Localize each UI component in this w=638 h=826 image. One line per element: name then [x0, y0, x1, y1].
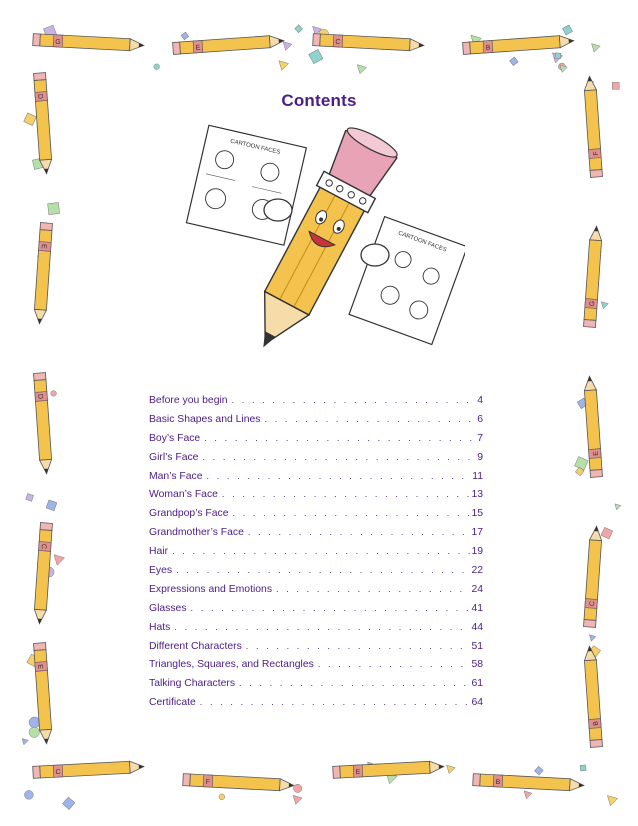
table-of-contents	[149, 395, 483, 716]
confetti-shape	[279, 61, 289, 71]
confetti-shape	[62, 797, 74, 809]
confetti-shape	[29, 717, 40, 728]
left-cartoon-faces-sheet	[186, 125, 306, 245]
border-pencil-label: E	[39, 243, 48, 249]
toc-entry-page: 15	[471, 508, 483, 520]
confetti-shape	[219, 794, 225, 800]
border-pencil	[583, 646, 602, 748]
toc-entry[interactable]	[149, 584, 483, 603]
border-pencil-label: B	[485, 44, 491, 52]
toc-leader-dots	[233, 508, 471, 518]
border-pencil-label: D	[35, 393, 44, 400]
confetti-shape	[48, 203, 60, 215]
toc-leader-dots	[239, 678, 470, 688]
toc-entry[interactable]	[149, 565, 483, 584]
toc-entry[interactable]	[149, 659, 483, 678]
confetti-shape	[555, 53, 561, 59]
border-pencil-label: G	[588, 300, 597, 307]
confetti-shape	[295, 25, 303, 33]
toc-entry-page: 24	[471, 583, 483, 595]
border-pencil	[584, 526, 603, 628]
border-pencil	[313, 34, 424, 52]
toc-leader-dots	[207, 471, 472, 481]
border-pencil-label: E	[195, 44, 201, 52]
toc-leader-dots	[318, 659, 471, 669]
confetti-shape	[447, 765, 456, 774]
confetti-shape	[283, 42, 292, 51]
confetti-shape	[592, 44, 601, 53]
border-pencil	[173, 35, 285, 55]
confetti-shape	[534, 766, 543, 775]
border-pencil-label: C	[39, 543, 48, 550]
confetti-shape	[563, 25, 573, 35]
border-pencil-label: B	[495, 778, 501, 787]
toc-entry-title: Grandmother’s Face	[149, 527, 244, 539]
toc-entry-page: 64	[471, 697, 483, 709]
toc-entry-title: Hats	[149, 621, 171, 633]
toc-entry[interactable]	[149, 641, 483, 660]
confetti-shape	[51, 391, 57, 397]
confetti-shape	[589, 635, 595, 641]
toc-entry-page: 17	[471, 527, 483, 539]
toc-leader-dots	[200, 697, 471, 707]
border-pencil	[584, 226, 603, 328]
confetti-shape	[181, 32, 189, 40]
toc-leader-dots	[174, 622, 470, 632]
toc-entry-title: Man’s Face	[149, 470, 203, 482]
toc-entry[interactable]	[149, 678, 483, 697]
confetti-shape	[510, 57, 519, 66]
toc-entry-title: Eyes	[149, 565, 173, 577]
toc-leader-dots	[176, 565, 470, 575]
confetti-shape	[309, 49, 323, 63]
confetti-shape	[615, 504, 621, 510]
toc-entry[interactable]	[149, 546, 483, 565]
confetti-shape	[54, 555, 65, 566]
toc-entry-title: Basic Shapes and Lines	[149, 413, 261, 425]
toc-entry-page: 61	[471, 678, 483, 690]
toc-entry-page: 11	[472, 470, 483, 482]
toc-entry-title: Hair	[149, 546, 169, 558]
toc-entry[interactable]	[149, 471, 483, 490]
border-pencil-label: C	[335, 38, 341, 47]
toc-entry[interactable]	[149, 603, 483, 622]
toc-entry[interactable]	[149, 414, 483, 433]
toc-entry[interactable]	[149, 508, 483, 527]
confetti-shape	[24, 113, 37, 126]
toc-entry-page: 44	[471, 621, 483, 633]
toc-entry-page: 58	[471, 659, 483, 671]
toc-entry-page: 9	[477, 451, 483, 463]
pencil-mascot-illustration	[175, 118, 465, 378]
toc-entry-title: Before you begin	[149, 395, 228, 406]
confetti-shape	[612, 82, 619, 89]
toc-entry-page: 13	[471, 489, 483, 501]
toc-leader-dots	[172, 546, 470, 556]
border-pencil	[33, 761, 144, 779]
toc-entry[interactable]	[149, 433, 483, 452]
border-pencil	[183, 774, 294, 792]
toc-leader-dots	[265, 414, 477, 424]
confetti-shape	[29, 727, 39, 737]
confetti-shape	[46, 500, 57, 511]
toc-entry[interactable]	[149, 622, 483, 641]
confetti-shape	[607, 795, 617, 805]
toc-leader-dots	[232, 395, 477, 405]
confetti-shape	[357, 65, 366, 74]
confetti-shape	[24, 790, 33, 799]
confetti-shape	[575, 457, 589, 471]
border-pencil	[473, 774, 584, 792]
border-pencil-label: E	[592, 450, 600, 457]
toc-entry-page: 41	[471, 602, 483, 614]
toc-entry[interactable]	[149, 489, 483, 508]
confetti-shape	[560, 65, 567, 72]
right-sheet-heading: CARTOON FACES	[397, 230, 448, 254]
toc-entry-page: 7	[477, 432, 483, 444]
toc-leader-dots	[276, 584, 470, 594]
toc-entry-title: Triangles, Squares, and Rectangles	[149, 659, 314, 671]
confetti-shape	[524, 791, 532, 799]
toc-entry-title: Certificate	[149, 697, 196, 709]
toc-entry-title: Different Characters	[149, 640, 242, 652]
confetti-shape	[601, 527, 613, 539]
border-pencil-label: C	[588, 600, 597, 607]
toc-entry[interactable]	[149, 452, 483, 471]
border-pencil-label: B	[592, 720, 600, 727]
border-pencil	[333, 761, 444, 779]
toc-entry-page: 6	[477, 413, 483, 425]
confetti-shape	[26, 494, 34, 502]
border-pencil-label: F	[205, 778, 211, 787]
border-pencil-label: E	[355, 768, 361, 777]
toc-leader-dots	[202, 452, 476, 462]
toc-entry-page: 51	[471, 640, 483, 652]
toc-leader-dots	[191, 603, 471, 613]
confetti-shape	[293, 795, 302, 804]
toc-entry-title: Girl’s Face	[149, 451, 199, 463]
toc-entry-title: Expressions and Emotions	[149, 583, 273, 595]
toc-entry-title: Glasses	[149, 602, 187, 614]
confetti-shape	[601, 302, 608, 309]
left-glove	[264, 199, 292, 221]
toc-entry-page: 19	[471, 546, 483, 558]
toc-entry-title: Boy’s Face	[149, 432, 201, 444]
toc-leader-dots	[222, 489, 471, 499]
page-title: Contents	[281, 91, 357, 110]
toc-entry-title: Grandpop’s Face	[149, 508, 229, 520]
toc-entry-page: 22	[471, 565, 483, 577]
right-glove	[361, 244, 389, 266]
right-cartoon-faces-sheet	[349, 217, 465, 345]
confetti-shape	[154, 64, 160, 70]
confetti-shape	[22, 739, 28, 745]
border-pencil-label: C	[55, 768, 61, 777]
toc-leader-dots	[246, 641, 471, 651]
toc-leader-dots	[248, 527, 471, 537]
toc-entry[interactable]	[149, 697, 483, 716]
border-pencil	[33, 223, 52, 325]
border-pencil	[34, 373, 53, 475]
toc-entry[interactable]	[149, 527, 483, 546]
toc-leader-dots	[204, 433, 476, 443]
confetti-shape	[580, 765, 586, 771]
toc-entry[interactable]	[149, 395, 483, 414]
toc-entry-title: Talking Characters	[149, 678, 236, 690]
left-sheet-heading: CARTOON FACES	[229, 138, 281, 156]
border-pencil-label: E	[36, 663, 44, 670]
border-pencil-label: G	[54, 38, 61, 47]
border-pencil-label: F	[592, 151, 600, 156]
border-pencil	[34, 73, 53, 175]
toc-entry-title: Woman’s Face	[149, 489, 218, 501]
toc-entry-page: 4	[477, 395, 483, 406]
border-pencil	[33, 34, 144, 52]
border-pencil-label: D	[35, 93, 44, 100]
